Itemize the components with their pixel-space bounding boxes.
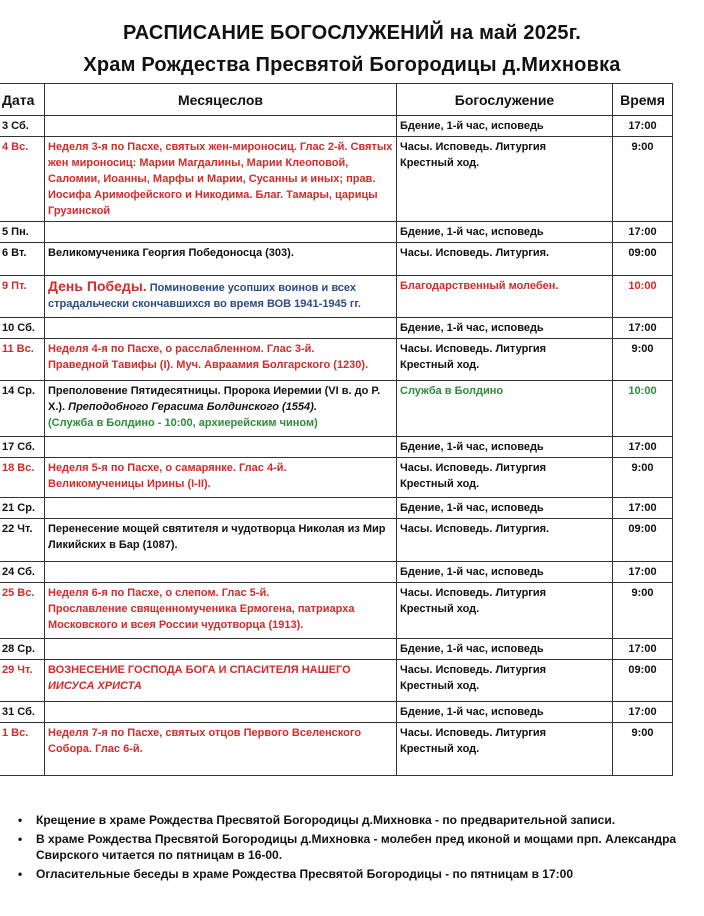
menologion-text: Великомученика Георгия Победоносца (303). bbox=[48, 247, 294, 259]
church-name: Храм Рождества Пресвятой Богородицы д.Михновка bbox=[83, 54, 621, 76]
table-row bbox=[0, 276, 673, 318]
service-cell bbox=[397, 723, 613, 776]
menologion-cell bbox=[45, 116, 397, 137]
time-cell: 17:00 bbox=[613, 562, 673, 583]
note-item bbox=[16, 812, 696, 828]
service-text: Часы. Исповедь. Литургия bbox=[400, 343, 547, 355]
menologion-text: Преполовение Пятидесятницы. Пророка Иеремии (VI в. до Р. Х.). bbox=[48, 385, 381, 413]
service-cell bbox=[397, 583, 613, 639]
bullet-icon: • bbox=[18, 832, 23, 846]
service-text: Крестный ход. bbox=[400, 603, 480, 615]
menologion-cell bbox=[45, 458, 397, 498]
service-text: Бдение, 1-й час, исповедь bbox=[400, 441, 544, 453]
schedule-table bbox=[0, 83, 673, 776]
date-cell: 9 Пт. bbox=[0, 276, 45, 318]
date-cell: 17 Сб. bbox=[0, 437, 45, 458]
menologion-cell bbox=[45, 222, 397, 243]
date-cell: 3 Сб. bbox=[0, 116, 45, 137]
menologion-text: Преподобного Герасима Болдинского (1554). bbox=[68, 401, 317, 413]
table-row bbox=[0, 702, 673, 723]
table-row bbox=[0, 498, 673, 519]
menologion-cell bbox=[45, 660, 397, 702]
menologion-cell bbox=[45, 137, 397, 222]
service-text: Бдение, 1-й час, исповедь bbox=[400, 643, 544, 655]
service-cell bbox=[397, 660, 613, 702]
service-cell bbox=[397, 318, 613, 339]
service-text: Крестный ход. bbox=[400, 157, 480, 169]
menologion-cell bbox=[45, 381, 397, 437]
table-row bbox=[0, 723, 673, 776]
menologion-text: Поминовение усопших воинов и всех страдальчески скончавшихся во время ВОВ 1941-1945 гг. bbox=[48, 282, 361, 310]
date-cell: 5 Пн. bbox=[0, 222, 45, 243]
date-cell: 29 Чт. bbox=[0, 660, 45, 702]
service-cell bbox=[397, 437, 613, 458]
note-text: Крещение в храме Рождества Пресвятой Богородицы д.Михновка - по предварительной записи. bbox=[36, 813, 616, 827]
service-cell bbox=[397, 243, 613, 276]
menologion-text: Неделя 3-я по Пасхе, святых жен-мироносиц. Глас 2-й. bbox=[48, 141, 348, 153]
time-cell: 17:00 bbox=[613, 116, 673, 137]
menologion-cell bbox=[45, 702, 397, 723]
menologion-text: Прославление священномученика Ермогена, патриарха Московского и всея России чудотворца (1913). bbox=[48, 603, 355, 631]
bullet-icon: • bbox=[18, 867, 23, 881]
menologion-text: Неделя 6-я по Пасхе, о слепом. Глас 5-й. bbox=[48, 587, 270, 599]
time-cell: 9:00 bbox=[613, 339, 673, 381]
service-cell bbox=[397, 519, 613, 562]
time-cell: 17:00 bbox=[613, 498, 673, 519]
service-cell bbox=[397, 458, 613, 498]
table-row bbox=[0, 519, 673, 562]
service-text: Часы. Исповедь. Литургия bbox=[400, 664, 547, 676]
menologion-cell bbox=[45, 339, 397, 381]
service-cell bbox=[397, 498, 613, 519]
bullet-icon: • bbox=[18, 813, 23, 827]
service-cell bbox=[397, 381, 613, 437]
menologion-cell bbox=[45, 583, 397, 639]
menologion-text: Неделя 5-я по Пасхе, о самарянке. Глас 4-й. bbox=[48, 462, 287, 474]
time-cell: 9:00 bbox=[613, 583, 673, 639]
service-text: Часы. Исповедь. Литургия bbox=[400, 462, 547, 474]
time-cell: 17:00 bbox=[613, 702, 673, 723]
table-row bbox=[0, 562, 673, 583]
service-text: Часы. Исповедь. Литургия. bbox=[400, 523, 550, 535]
service-text: Бдение, 1-й час, исповедь bbox=[400, 566, 544, 578]
menologion-text: Праведной Тавифы (I). Муч. Авраамия Болгарского (1230). bbox=[48, 359, 369, 371]
menologion-text: Великомученицы Ирины (I-II). bbox=[48, 478, 211, 490]
time-cell: 10:00 bbox=[613, 381, 673, 437]
note-item bbox=[16, 831, 696, 863]
time-cell: 9:00 bbox=[613, 723, 673, 776]
note-item bbox=[16, 866, 696, 882]
menologion-text: ИИСУСА ХРИСТА bbox=[48, 680, 142, 692]
service-text: Часы. Исповедь. Литургия bbox=[400, 141, 547, 153]
date-cell: 25 Вс. bbox=[0, 583, 45, 639]
note-text: В храме Рождества Пресвятой Богородицы д.Михновка - молебен пред иконой и мощами прп. Александра Свирского читается по пятницам в 16-00. bbox=[36, 832, 677, 862]
notes-list bbox=[16, 812, 696, 885]
service-text: Бдение, 1-й час, исповедь bbox=[400, 502, 544, 514]
menologion-cell bbox=[45, 519, 397, 562]
time-cell: 10:00 bbox=[613, 276, 673, 318]
service-text: Благодарственный молебен. bbox=[400, 280, 559, 292]
service-text: Крестный ход. bbox=[400, 743, 480, 755]
note-text: Огласительные беседы в храме Рождества Пресвятой Богородицы - по пятницам в 17:00 bbox=[36, 867, 573, 881]
menologion-cell bbox=[45, 562, 397, 583]
table-row bbox=[0, 381, 673, 437]
menologion-text: Святых жен мироносиц: Марии Магдалины, Марии Клеоповой, Саломии, Иоанны, Марфы и Марии, Сусанны и иных; прав. Иосифа Аримофейского и Никодима. Благ. Тамары, царицы Грузинской bbox=[48, 141, 393, 217]
service-text: Крестный ход. bbox=[400, 680, 480, 692]
time-cell: 9:00 bbox=[613, 137, 673, 222]
menologion-cell bbox=[45, 243, 397, 276]
service-cell bbox=[397, 702, 613, 723]
time-cell: 17:00 bbox=[613, 318, 673, 339]
menologion-cell bbox=[45, 276, 397, 318]
date-cell: 14 Ср. bbox=[0, 381, 45, 437]
date-cell: 18 Вс. bbox=[0, 458, 45, 498]
service-cell bbox=[397, 562, 613, 583]
time-cell: 09:00 bbox=[613, 660, 673, 702]
menologion-cell bbox=[45, 498, 397, 519]
time-cell: 17:00 bbox=[613, 222, 673, 243]
menologion-cell bbox=[45, 639, 397, 660]
service-text: Служба в Болдино bbox=[400, 385, 504, 397]
table-row bbox=[0, 437, 673, 458]
date-cell: 28 Ср. bbox=[0, 639, 45, 660]
service-cell bbox=[397, 639, 613, 660]
table-row bbox=[0, 243, 673, 276]
table-row bbox=[0, 339, 673, 381]
menologion-cell bbox=[45, 437, 397, 458]
table-row bbox=[0, 137, 673, 222]
table-row bbox=[0, 222, 673, 243]
date-cell: 11 Вс. bbox=[0, 339, 45, 381]
menologion-text: ВОЗНЕСЕНИЕ ГОСПОДА БОГА И СПАСИТЕЛЯ НАШЕГО bbox=[48, 664, 351, 676]
time-cell: 17:00 bbox=[613, 437, 673, 458]
page-title: РАСПИСАНИЕ БОГОСЛУЖЕНИЙ на май 2025г. bbox=[122, 22, 581, 44]
time-cell: 09:00 bbox=[613, 243, 673, 276]
date-cell: 24 Сб. bbox=[0, 562, 45, 583]
service-cell bbox=[397, 276, 613, 318]
service-text: Часы. Исповедь. Литургия. bbox=[400, 247, 550, 259]
menologion-cell bbox=[45, 318, 397, 339]
service-text: Часы. Исповедь. Литургия bbox=[400, 727, 547, 739]
service-text: Бдение, 1-й час, исповедь bbox=[400, 120, 544, 132]
table-row bbox=[0, 458, 673, 498]
service-text: Бдение, 1-й час, исповедь bbox=[400, 706, 544, 718]
time-cell: 09:00 bbox=[613, 519, 673, 562]
service-cell bbox=[397, 137, 613, 222]
date-cell: 6 Вт. bbox=[0, 243, 45, 276]
service-text: Крестный ход. bbox=[400, 478, 480, 490]
header-time: Время bbox=[613, 84, 673, 116]
menologion-cell bbox=[45, 723, 397, 776]
menologion-text: Неделя 4-я по Пасхе, о расслабленном. Глас 3-й. bbox=[48, 343, 315, 355]
service-text: Бдение, 1-й час, исповедь bbox=[400, 322, 544, 334]
service-text: Бдение, 1-й час, исповедь bbox=[400, 226, 544, 238]
header-service: Богослужение bbox=[397, 84, 613, 116]
service-text: Крестный ход. bbox=[400, 359, 480, 371]
time-cell: 9:00 bbox=[613, 458, 673, 498]
date-cell: 10 Сб. bbox=[0, 318, 45, 339]
table-row bbox=[0, 639, 673, 660]
date-cell: 31 Сб. bbox=[0, 702, 45, 723]
table-row bbox=[0, 318, 673, 339]
date-cell: 21 Ср. bbox=[0, 498, 45, 519]
date-cell: 4 Вс. bbox=[0, 137, 45, 222]
service-cell bbox=[397, 339, 613, 381]
table-row bbox=[0, 116, 673, 137]
service-cell bbox=[397, 116, 613, 137]
table-row bbox=[0, 583, 673, 639]
menologion-text: День Победы. bbox=[48, 278, 147, 294]
menologion-text: Перенесение мощей святителя и чудотворца Николая из Мир Ликийских в Бар (1087). bbox=[48, 523, 386, 551]
date-cell: 1 Вс. bbox=[0, 723, 45, 776]
header-menologion: Месяцеслов bbox=[45, 84, 397, 116]
header-date: Дата bbox=[0, 84, 45, 116]
table-row bbox=[0, 660, 673, 702]
time-cell: 17:00 bbox=[613, 639, 673, 660]
service-text: Часы. Исповедь. Литургия bbox=[400, 587, 547, 599]
menologion-text: (Служба в Болдино - 10:00, архиерейским чином) bbox=[48, 417, 318, 429]
menologion-text: Неделя 7-я по Пасхе, святых отцов Первого Вселенского Собора. Глас 6-й. bbox=[48, 727, 362, 755]
service-cell bbox=[397, 222, 613, 243]
table-header-row bbox=[0, 84, 673, 116]
date-cell: 22 Чт. bbox=[0, 519, 45, 562]
